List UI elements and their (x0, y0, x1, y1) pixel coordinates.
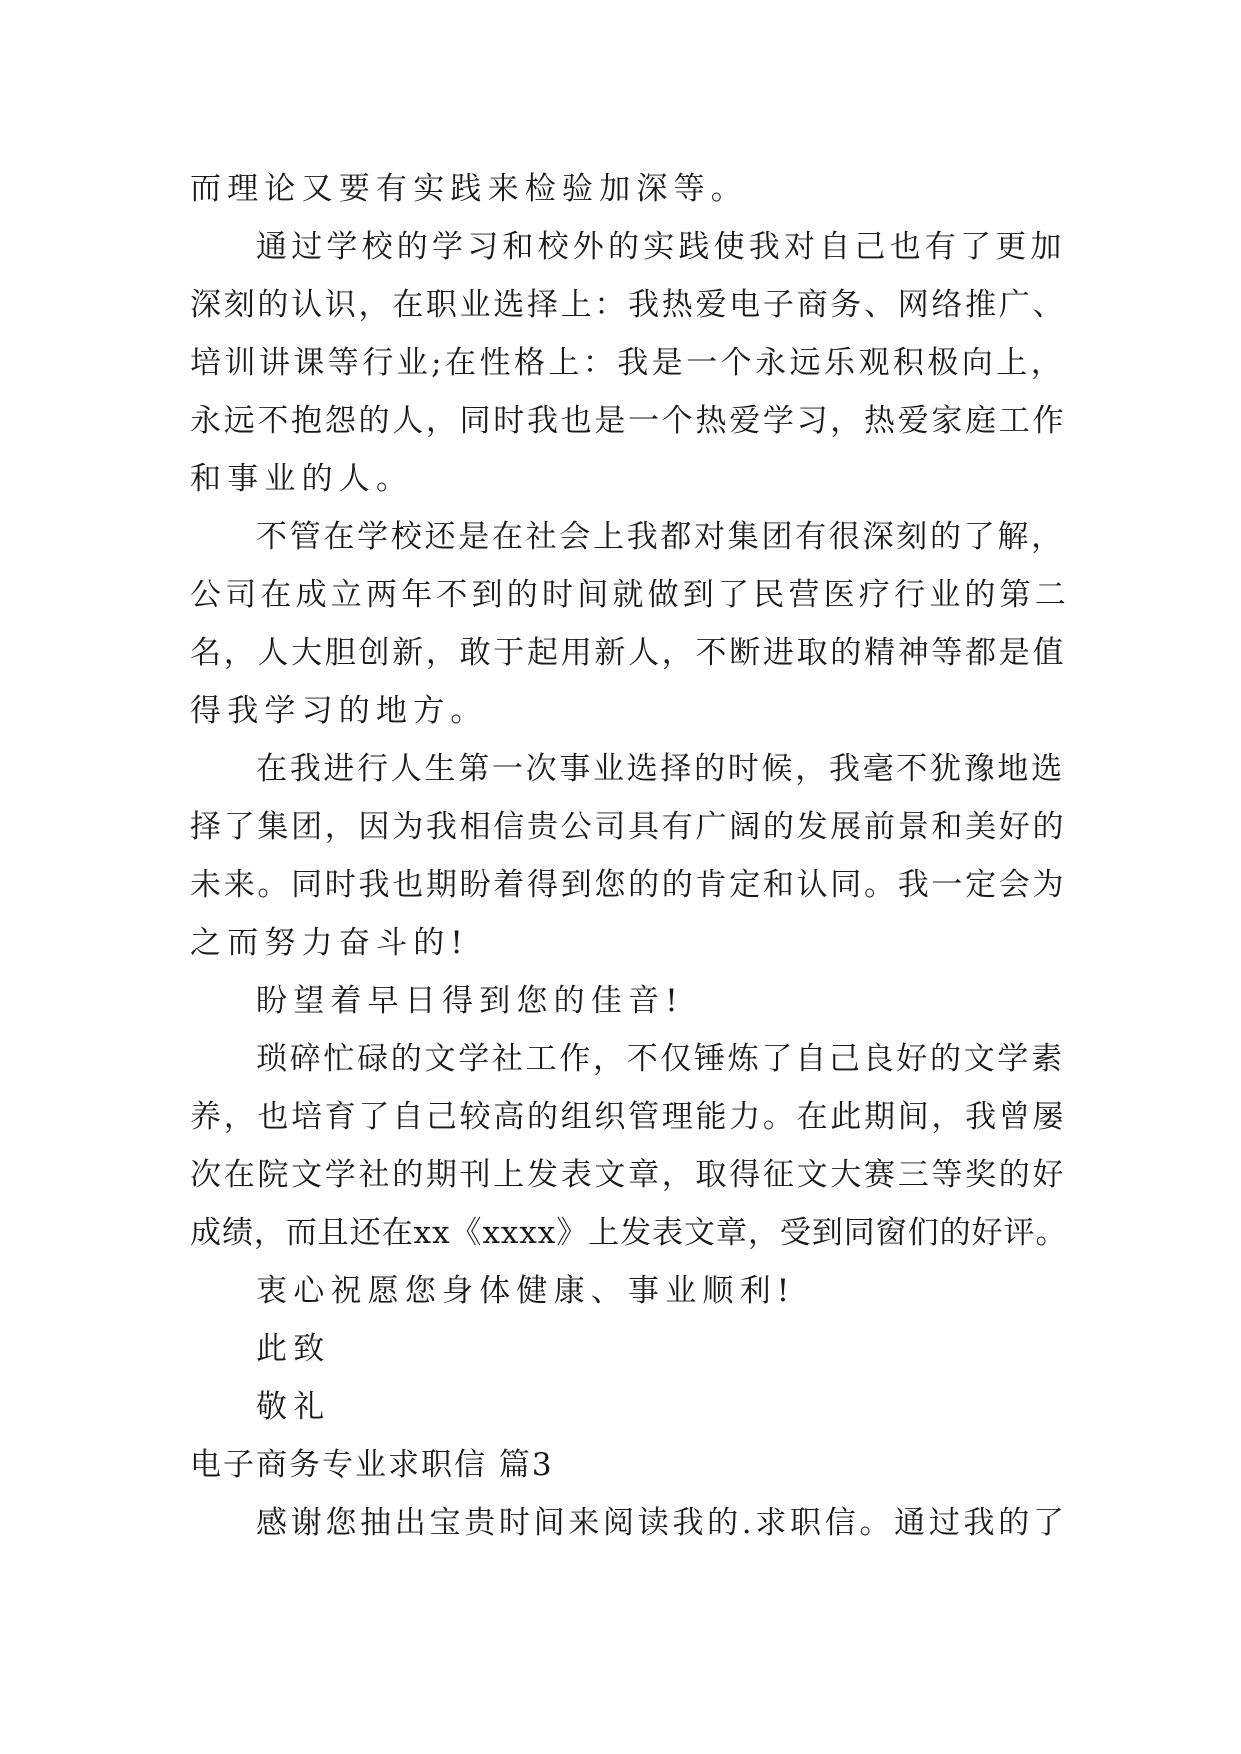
body-text-line: 养，也培育了自己较高的组织管理能力。在此期间，我曾屡 (190, 1099, 1067, 1135)
body-text-line: 择了集团，因为我相信贵公司具有广阔的发展前景和美好的 (190, 809, 1067, 845)
paragraph-start-line: 感谢您抽出宝贵时间来阅读我的.求职信。通过我的了 (256, 1505, 1068, 1541)
body-text-line: 永远不抱怨的人，同时我也是一个热爱学习，热爱家庭工作 (190, 403, 1067, 439)
paragraph-start-line: 盼望着早日得到您的佳音! (256, 983, 684, 1019)
body-text-line: 之而努力奋斗的! (190, 925, 470, 961)
paragraph-start-line: 通过学校的学习和校外的实践使我对自己也有了更加 (256, 229, 1066, 265)
body-text-line: 得我学习的地方。 (190, 693, 488, 729)
section-heading: 电子商务专业求职信 篇3 (190, 1447, 554, 1483)
paragraph-start-line: 不管在学校还是在社会上我都对集团有很深刻的了解， (256, 519, 1065, 555)
body-text-line: 成绩，而且还在xx《xxxx》上发表文章，受到同窗们的好评。 (190, 1215, 1068, 1251)
paragraph-start-line: 在我进行人生第一次事业选择的时候，我毫不犹豫地选 (256, 751, 1065, 787)
closing-salutation: 此致 (256, 1331, 331, 1367)
paragraph-start-line: 琐碎忙碌的文学社工作，不仅锤炼了自己良好的文学素 (256, 1041, 1065, 1077)
closing-regards: 敬礼 (256, 1389, 331, 1425)
body-text-line: 未来。同时我也期盼着得到您的的肯定和认同。我一定会为 (190, 867, 1067, 903)
body-text-line: 次在院文学社的期刊上发表文章，取得征文大赛三等奖的好 (190, 1157, 1067, 1193)
body-text-line: 公司在成立两年不到的时间就做到了民营医疗行业的第二 (190, 577, 1070, 613)
body-text-line: 名，人大胆创新，敢于起用新人，不断进取的精神等都是值 (190, 635, 1067, 671)
body-text-line: 和事业的人。 (190, 461, 414, 497)
body-text-line: 深刻的认识，在职业选择上：我热爱电子商务、网络推广、 (190, 287, 1067, 323)
closing-wish-line: 衷心祝愿您身体健康、事业顺利! (256, 1273, 796, 1309)
body-text-line: 培训讲课等行业;在性格上：我是一个永远乐观积极向上， (190, 345, 1066, 381)
body-text-line: 而理论又要有实践来检验加深等。 (190, 171, 748, 207)
